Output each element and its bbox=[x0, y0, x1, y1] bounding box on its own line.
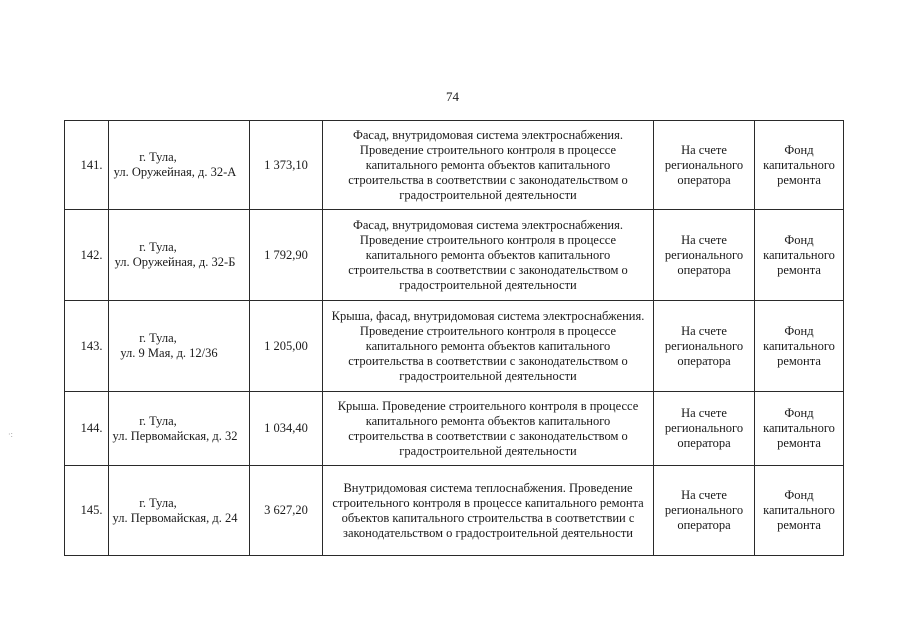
account-line: оператора bbox=[677, 518, 731, 532]
account-cell bbox=[654, 466, 755, 556]
account-line: регионального bbox=[664, 421, 744, 435]
cost-cell: 1 034,40 bbox=[250, 392, 323, 466]
description-cell bbox=[323, 466, 654, 556]
address-street: ул. 9 Мая, д. 12/36 bbox=[120, 346, 218, 360]
fund-line: Фонд bbox=[784, 488, 814, 502]
fund-line: ремонта bbox=[777, 172, 821, 187]
description-line: градостроительной деятельности bbox=[399, 277, 577, 292]
description-cell bbox=[323, 210, 654, 301]
account-line: На счете bbox=[681, 406, 727, 420]
description-line: Внутридомовая система теплоснабжения. Проведение bbox=[343, 480, 633, 495]
fund-line: капитального bbox=[763, 157, 835, 172]
table-row bbox=[65, 392, 844, 466]
fund-line: ремонта bbox=[777, 436, 821, 450]
description-line: Проведение строительного контроля в процессе bbox=[359, 232, 617, 247]
address-street: ул. Первомайская, д. 24 bbox=[112, 510, 238, 525]
description-line: Фасад, внутридомовая система электроснабжения. bbox=[352, 127, 624, 142]
account-line: оператора bbox=[677, 353, 731, 368]
cost-cell: 1 373,10 bbox=[250, 121, 323, 210]
address-street: ул. Первомайская, д. 32 bbox=[112, 428, 238, 443]
account-cell bbox=[654, 392, 755, 466]
description-line: капитального ремонта объектов капитального bbox=[365, 338, 611, 353]
description-line: градостроительной деятельности bbox=[399, 443, 577, 458]
cost-cell: 1 792,90 bbox=[250, 210, 323, 301]
fund-line: Фонд bbox=[784, 323, 814, 338]
fund-line: Фонд bbox=[784, 406, 814, 420]
table-row bbox=[65, 466, 844, 556]
description-line: Проведение строительного контроля в процессе bbox=[359, 142, 617, 157]
fund-line: капитального bbox=[763, 338, 835, 353]
fund-cell bbox=[755, 121, 844, 210]
cost-cell: 1 205,00 bbox=[250, 301, 323, 392]
description-line: Проведение строительного контроля в процессе bbox=[359, 323, 617, 338]
account-line: оператора bbox=[677, 262, 731, 277]
account-line: На счете bbox=[681, 232, 727, 247]
account-cell bbox=[654, 210, 755, 301]
address-city: г. Тула, bbox=[139, 150, 177, 164]
address-street: ул. Оружейная, д. 32-Б bbox=[114, 255, 236, 269]
address-street: ул. Оружейная, д. 32-А bbox=[113, 165, 237, 179]
account-line: На счете bbox=[681, 142, 727, 157]
address-cell bbox=[109, 466, 250, 556]
table-row bbox=[65, 121, 844, 210]
account-line: регионального bbox=[664, 247, 744, 262]
scan-speck: ·: bbox=[8, 430, 13, 439]
account-line: регионального bbox=[664, 157, 744, 172]
description-line: Фасад, внутридомовая система электроснабжения. bbox=[352, 217, 624, 232]
address-cell bbox=[109, 210, 250, 301]
description-line: строительства в соответствии с законодательством о bbox=[348, 353, 628, 368]
description-cell bbox=[323, 301, 654, 392]
description-cell bbox=[323, 121, 654, 210]
description-line: капитального ремонта объектов капитального bbox=[365, 413, 611, 428]
account-line: регионального bbox=[664, 503, 744, 517]
fund-cell bbox=[755, 301, 844, 392]
description-line: строительства в соответствии с законодательством о bbox=[348, 262, 628, 277]
account-line: На счете bbox=[681, 323, 727, 338]
description-line: капитального ремонта объектов капитального bbox=[365, 157, 611, 172]
fund-line: капитального bbox=[763, 503, 835, 517]
fund-line: капитального bbox=[763, 247, 835, 262]
description-line: Крыша, фасад, внутридомовая система электроснабжения. bbox=[331, 308, 645, 323]
table-row bbox=[65, 210, 844, 301]
description-line: строительства в соответствии с законодательством о bbox=[348, 428, 628, 443]
works-table-body bbox=[65, 121, 844, 556]
table-row bbox=[65, 301, 844, 392]
description-line: объектов капитального строительства в соответствии с bbox=[341, 510, 635, 525]
description-line: законодательством о градостроительной деятельности bbox=[343, 525, 633, 540]
address-cell bbox=[109, 301, 250, 392]
row-number: 142. bbox=[65, 210, 109, 301]
account-line: оператора bbox=[677, 436, 731, 450]
description-line: градостроительной деятельности bbox=[399, 187, 577, 202]
page-number: 74 bbox=[446, 89, 459, 104]
address-city: г. Тула, bbox=[139, 240, 177, 254]
account-cell bbox=[654, 121, 755, 210]
account-line: регионального bbox=[664, 338, 744, 353]
fund-cell bbox=[755, 466, 844, 556]
works-table bbox=[64, 120, 844, 556]
address-city: г. Тула, bbox=[139, 495, 177, 510]
fund-cell bbox=[755, 210, 844, 301]
address-city: г. Тула, bbox=[139, 331, 177, 345]
description-line: градостроительной деятельности bbox=[399, 368, 577, 383]
description-cell bbox=[323, 392, 654, 466]
fund-line: Фонд bbox=[784, 142, 814, 157]
address-city: г. Тула, bbox=[139, 413, 177, 428]
fund-line: ремонта bbox=[777, 262, 821, 277]
address-cell bbox=[109, 392, 250, 466]
fund-line: капитального bbox=[763, 421, 835, 435]
description-line: Крыша. Проведение строительного контроля в процессе bbox=[337, 398, 639, 413]
fund-line: ремонта bbox=[777, 518, 821, 532]
description-line: строительного контроля в процессе капитального ремонта bbox=[332, 495, 644, 510]
description-line: капитального ремонта объектов капитального bbox=[365, 247, 611, 262]
row-number: 145. bbox=[65, 466, 109, 556]
description-line: строительства в соответствии с законодательством о bbox=[348, 172, 628, 187]
fund-line: Фонд bbox=[784, 232, 814, 247]
account-line: оператора bbox=[677, 172, 731, 187]
cost-cell: 3 627,20 bbox=[250, 466, 323, 556]
account-line: На счете bbox=[681, 488, 727, 502]
fund-cell bbox=[755, 392, 844, 466]
row-number: 143. bbox=[65, 301, 109, 392]
fund-line: ремонта bbox=[777, 353, 821, 368]
account-cell bbox=[654, 301, 755, 392]
address-cell bbox=[109, 121, 250, 210]
row-number: 144. bbox=[65, 392, 109, 466]
row-number: 141. bbox=[65, 121, 109, 210]
